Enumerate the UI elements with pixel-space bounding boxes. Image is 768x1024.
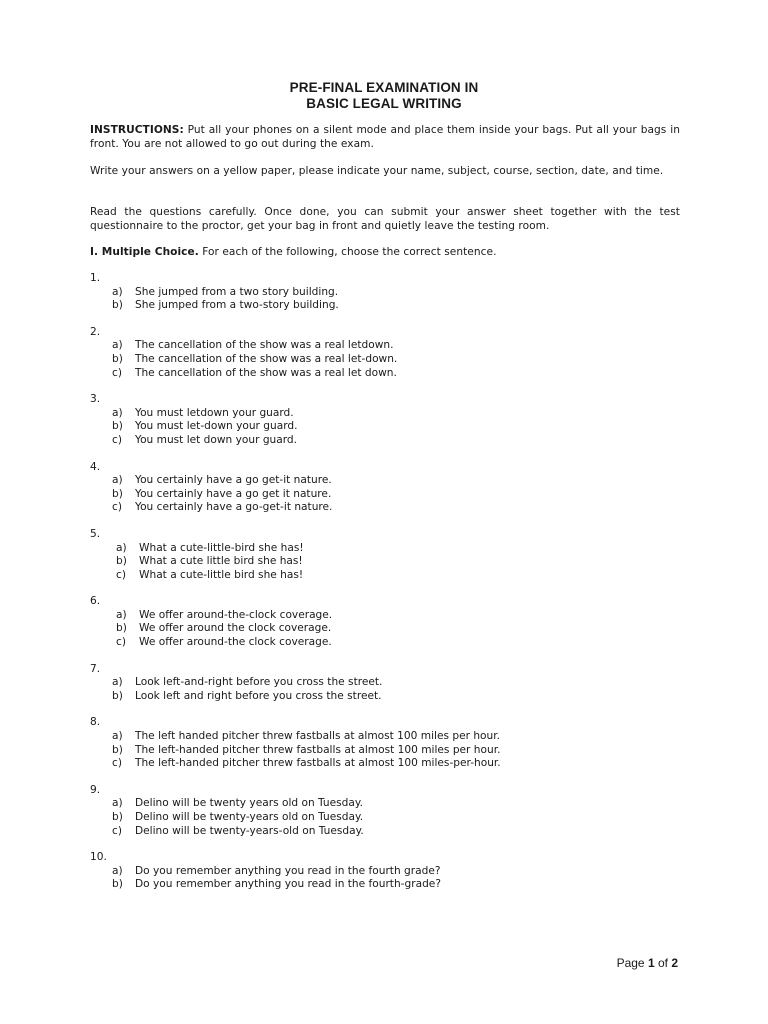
question-item — [90, 595, 690, 649]
question-item — [90, 784, 690, 838]
option-text: The left-handed pitcher threw fastballs at almost 100 miles-per-hour. — [135, 757, 501, 770]
option-letter: c) — [112, 824, 122, 837]
question-item — [90, 461, 690, 515]
answer-option — [90, 825, 690, 839]
answer-option — [90, 878, 690, 892]
question-number: 1. — [90, 272, 101, 284]
question-item — [90, 272, 690, 313]
option-text: Look left and right before you cross the street. — [135, 689, 382, 702]
option-letter: a) — [116, 541, 127, 554]
option-letter: c) — [112, 366, 122, 379]
option-text: You certainly have a go get it nature. — [135, 487, 332, 500]
option-text: The cancellation of the show was a real let down. — [135, 366, 397, 379]
question-number: 7. — [90, 662, 101, 675]
option-text: You must let-down your guard. — [135, 420, 298, 433]
title-line-1: PRE-FINAL EXAMINATION IN — [289, 80, 479, 95]
answer-option — [90, 690, 690, 704]
option-letter: b) — [112, 352, 123, 365]
read-instructions-paragraph: Read the questions carefully. Once done, you can submit your answer sheet together with the test questionnaire to the proctor, get your bag in front and quietly leave the testing room. — [90, 206, 680, 233]
option-letter: a) — [112, 730, 123, 743]
option-letter: b) — [112, 811, 123, 823]
answer-option — [90, 420, 690, 434]
page-current: 1 — [647, 956, 655, 970]
answer-option — [90, 676, 690, 690]
answer-option — [90, 622, 690, 636]
option-text: Delino will be twenty-years-old on Tuesday. — [135, 824, 364, 837]
answer-option — [90, 797, 690, 811]
section-label: I. Multiple Choice. — [90, 246, 199, 258]
answer-option — [90, 757, 690, 771]
option-letter: c) — [116, 636, 126, 649]
page-label: Page — [616, 956, 648, 970]
question-number: 4. — [90, 460, 101, 473]
answer-option — [90, 569, 690, 583]
answer-option — [90, 286, 690, 300]
answer-option — [90, 636, 690, 650]
option-letter: b) — [112, 743, 123, 756]
option-letter: a) — [112, 474, 123, 487]
option-letter: a) — [116, 608, 127, 621]
option-text: What a cute-little bird she has! — [139, 568, 304, 581]
answer-option — [90, 542, 690, 556]
answer-option — [90, 339, 690, 353]
write-instructions-paragraph: Write your answers on a yellow paper, please indicate your name, subject, course, section, date, and time. — [90, 165, 664, 177]
question-list — [90, 272, 690, 905]
question-item — [90, 326, 690, 380]
option-letter: a) — [112, 406, 123, 419]
option-text: The left handed pitcher threw fastballs at almost 100 miles per hour. — [135, 730, 500, 743]
section-text: For each of the following, choose the correct sentence. — [198, 246, 497, 258]
option-text: The cancellation of the show was a real let-down. — [135, 352, 398, 365]
option-letter: c) — [112, 501, 122, 514]
instructions-text: Put all your phones on a silent mode and place them inside your bags. Put all your bags in front. You are not allowed to go out during the exam. — [90, 124, 680, 151]
option-letter: b) — [112, 487, 123, 500]
option-letter: b) — [112, 299, 123, 312]
option-text: Delino will be twenty-years old on Tuesday. — [135, 811, 364, 823]
question-number: 5. — [90, 527, 101, 540]
option-letter: c) — [116, 568, 126, 581]
answer-option — [90, 353, 690, 367]
question-number: 6. — [90, 595, 101, 608]
question-number: 3. — [90, 393, 101, 406]
option-text: You must letdown your guard. — [135, 406, 294, 419]
question-item — [90, 393, 690, 447]
option-letter: b) — [112, 420, 123, 433]
option-letter: c) — [112, 757, 122, 770]
option-text: She jumped from a two-story building. — [135, 299, 339, 312]
option-text: We offer around-the clock coverage. — [139, 636, 332, 649]
option-text: We offer around-the-clock coverage. — [139, 608, 333, 621]
question-item — [90, 851, 690, 892]
question-number: 2. — [90, 325, 101, 338]
page-of-label: of — [654, 956, 672, 970]
answer-option — [90, 407, 690, 421]
option-letter: a) — [112, 864, 123, 877]
option-text: What a cute little bird she has! — [139, 555, 303, 568]
question-item — [90, 663, 690, 704]
question-item — [90, 716, 690, 770]
option-text: You certainly have a go get-it nature. — [135, 474, 332, 487]
answer-option — [90, 434, 690, 448]
option-text: You certainly have a go-get-it nature. — [135, 501, 333, 514]
question-number: 10. — [90, 851, 107, 864]
option-text: The left-handed pitcher threw fastballs at almost 100 miles per hour. — [135, 743, 501, 756]
option-letter: b) — [112, 878, 123, 891]
option-text: We offer around the clock coverage. — [139, 622, 332, 635]
option-text: What a cute-little-bird she has! — [139, 541, 304, 554]
question-number: 9. — [90, 783, 101, 796]
page-total: 2 — [671, 956, 678, 970]
answer-option — [90, 474, 690, 488]
answer-option — [90, 555, 690, 569]
option-text: Look left-and-right before you cross the street. — [135, 676, 383, 689]
answer-option — [90, 730, 690, 744]
option-letter: c) — [112, 433, 122, 446]
question-number: 8. — [90, 716, 101, 729]
answer-option — [90, 488, 690, 502]
option-text: Delino will be twenty years old on Tuesday. — [135, 797, 363, 810]
option-text: You must let down your guard. — [135, 433, 298, 446]
answer-option — [90, 865, 690, 879]
option-text: Do you remember anything you read in the fourth grade? — [135, 864, 441, 877]
page-title — [0, 80, 768, 112]
option-letter: a) — [112, 285, 123, 298]
option-text: She jumped from a two story building. — [135, 285, 339, 298]
option-letter: b) — [116, 622, 127, 635]
answer-option — [90, 501, 690, 515]
title-line-2: BASIC LEGAL WRITING — [306, 96, 462, 111]
option-letter: b) — [116, 555, 127, 568]
option-text: Do you remember anything you read in the fourth-grade? — [135, 878, 441, 891]
option-letter: a) — [112, 797, 123, 810]
answer-option — [90, 609, 690, 623]
answer-option — [90, 299, 690, 313]
option-letter: b) — [112, 689, 123, 702]
question-item — [90, 528, 690, 582]
instructions-label: INSTRUCTIONS: — [90, 124, 184, 136]
option-letter: a) — [112, 339, 123, 352]
answer-option — [90, 744, 690, 758]
page-number — [617, 956, 678, 970]
answer-option — [90, 811, 690, 825]
section-heading — [90, 245, 680, 259]
answer-option — [90, 367, 690, 381]
option-letter: a) — [112, 676, 123, 689]
instructions-paragraph — [90, 123, 680, 151]
option-text: The cancellation of the show was a real letdown. — [135, 339, 394, 352]
